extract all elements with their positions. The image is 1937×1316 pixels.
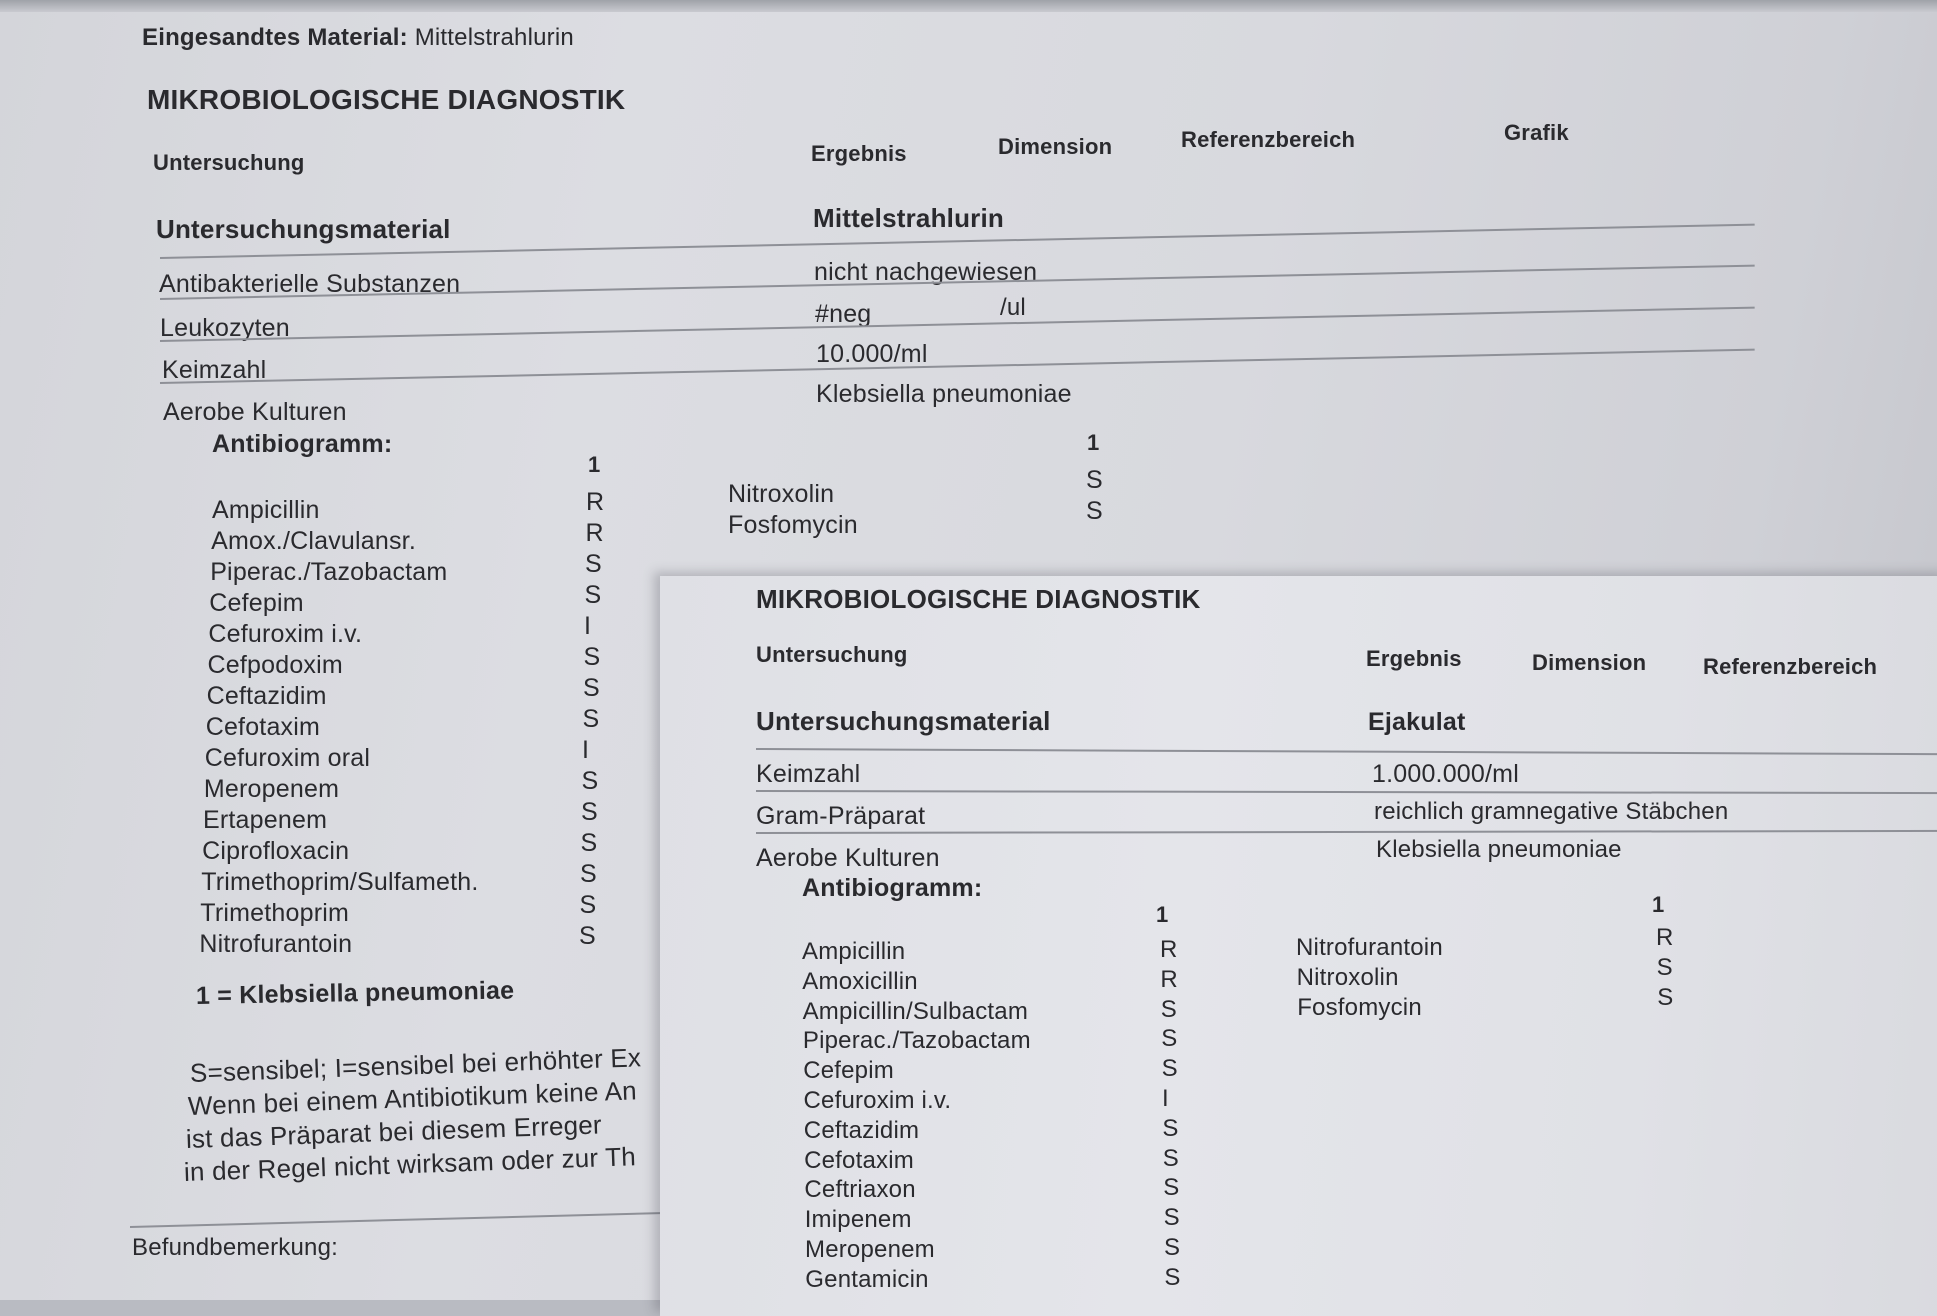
note-line: in der Regel nicht wirksam oder zur Th bbox=[183, 1141, 637, 1187]
susceptibility-result: S bbox=[1164, 1234, 1181, 1261]
isolate-col-right: 1 bbox=[1087, 430, 1100, 455]
antibiotic-name: Ceftriaxon bbox=[804, 1176, 916, 1204]
header-dimension: Dimension bbox=[998, 134, 1113, 159]
row-label-aerobe: Aerobe Kulturen bbox=[756, 844, 940, 872]
antibiotic-name: Meropenem bbox=[805, 1236, 935, 1263]
susceptibility-result: R bbox=[1160, 936, 1178, 963]
row-value-antibakteriell: nicht nachgewiesen bbox=[814, 258, 1038, 286]
susceptibility-result: S bbox=[1086, 497, 1103, 525]
antibiotic-name: Ampicillin bbox=[212, 496, 320, 524]
antibiotic-name: Imipenem bbox=[804, 1206, 912, 1234]
antibiogramm-label: Antibiogramm: bbox=[802, 874, 983, 902]
susceptibility-result: S bbox=[581, 767, 599, 795]
row-label-leukozyten: Leukozyten bbox=[160, 314, 290, 342]
row-divider bbox=[160, 349, 1755, 384]
row-label-gram: Gram-Präparat bbox=[756, 802, 926, 830]
section-title: MIKROBIOLOGISCHE DIAGNOSTIK bbox=[756, 584, 1201, 614]
susceptibility-result: S bbox=[582, 705, 600, 733]
antibiotic-name: Ceftazidim bbox=[206, 682, 327, 710]
susceptibility-result: R bbox=[585, 519, 604, 547]
antibiotic-name: Fosfomycin bbox=[1297, 994, 1422, 1021]
befund-label: Befundbemerkung: bbox=[132, 1234, 339, 1261]
susceptibility-result: S bbox=[581, 798, 598, 826]
row-label-material: Untersuchungsmaterial bbox=[156, 214, 451, 244]
susceptibility-result: S bbox=[1162, 1144, 1180, 1172]
row-unit-leukozyten: /ul bbox=[1000, 294, 1026, 321]
antibiotic-name: Trimethoprim/Sulfameth. bbox=[201, 868, 479, 896]
antibiotic-name: Nitrofurantoin bbox=[1296, 934, 1443, 961]
susceptibility-result: S bbox=[579, 922, 596, 950]
row-label-keimzahl: Keimzahl bbox=[162, 356, 267, 384]
susceptibility-result: S bbox=[584, 581, 602, 609]
antibiotic-name: Cefepim bbox=[209, 589, 304, 617]
header-untersuchung: Untersuchung bbox=[153, 150, 305, 175]
susceptibility-result: S bbox=[1086, 466, 1103, 494]
susceptibility-result: S bbox=[580, 829, 598, 857]
antibiotic-name: Cefpodoxim bbox=[207, 651, 343, 679]
susceptibility-result: S bbox=[1160, 995, 1178, 1023]
section-title: MIKROBIOLOGISCHE DIAGNOSTIK bbox=[147, 84, 626, 115]
row-value-material: Mittelstrahlurin bbox=[813, 203, 1004, 233]
antibiotic-name: Fosfomycin bbox=[728, 511, 858, 539]
material-value: Mittelstrahlurin bbox=[414, 24, 574, 51]
susceptibility-result: S bbox=[1163, 1204, 1180, 1232]
note-line: ist das Präparat bei diesem Erreger bbox=[185, 1109, 603, 1154]
antibiotic-name: Ampicillin bbox=[802, 938, 906, 965]
susceptibility-result: S bbox=[579, 891, 597, 919]
report-ejaculate bbox=[660, 576, 1937, 1316]
susceptibility-result: R bbox=[586, 488, 605, 516]
susceptibility-result: I bbox=[582, 736, 590, 764]
row-divider bbox=[160, 307, 1755, 342]
note-line: Wenn bei einem Antibiotikum keine An bbox=[187, 1075, 638, 1121]
antibiotic-name: Piperac./Tazobactam bbox=[802, 1027, 1031, 1055]
row-label-material: Untersuchungsmaterial bbox=[756, 706, 1051, 736]
material-label: Eingesandtes Material: bbox=[142, 24, 408, 51]
antibiotic-name: Ceftazidim bbox=[803, 1116, 920, 1144]
susceptibility-result: S bbox=[580, 860, 597, 888]
antibiotic-name: Trimethoprim bbox=[200, 899, 350, 927]
antibiotic-name: Cefepim bbox=[803, 1057, 894, 1085]
antibiotic-name: Cefuroxim i.v. bbox=[803, 1087, 952, 1114]
antibiotic-name: Cefuroxim oral bbox=[204, 744, 371, 772]
antibiotic-name: Piperac./Tazobactam bbox=[210, 558, 448, 586]
isolate-col-right: 1 bbox=[1652, 892, 1665, 917]
row-divider bbox=[756, 830, 1937, 834]
antibiotic-name: Amox./Clavulansr. bbox=[211, 527, 416, 555]
row-value-keimzahl: 1.000.000/ml bbox=[1372, 760, 1519, 788]
antibiotic-name: Amoxicillin bbox=[802, 967, 918, 995]
antibiotic-name: Cefotaxim bbox=[804, 1146, 914, 1174]
antibiotic-name: Nitrofurantoin bbox=[199, 930, 353, 958]
susceptibility-result: S bbox=[1657, 984, 1674, 1011]
header-ergebnis: Ergebnis bbox=[1366, 646, 1462, 671]
antibiotic-name: Gentamicin bbox=[805, 1265, 929, 1293]
antibiotic-name: Nitroxolin bbox=[728, 480, 835, 508]
row-divider bbox=[756, 748, 1937, 755]
susceptibility-result: S bbox=[1161, 1055, 1178, 1083]
note-line: S=sensibel; I=sensibel bei erhöhter Ex bbox=[189, 1042, 642, 1088]
row-label-keimzahl: Keimzahl bbox=[756, 760, 861, 788]
header-referenzbereich: Referenzbereich bbox=[1703, 654, 1878, 679]
header-ergebnis: Ergebnis bbox=[811, 141, 907, 166]
row-value-leukozyten: #neg bbox=[815, 300, 872, 328]
row-divider bbox=[756, 790, 1937, 794]
susceptibility-result: S bbox=[1656, 954, 1673, 981]
antibiotic-name: Cefotaxim bbox=[205, 713, 321, 741]
header-referenzbereich: Referenzbereich bbox=[1181, 127, 1356, 152]
susceptibility-result: S bbox=[1161, 1025, 1178, 1053]
row-value-material: Ejakulat bbox=[1368, 708, 1466, 736]
row-value-keimzahl: 10.000/ml bbox=[816, 340, 928, 368]
susceptibility-result: S bbox=[583, 643, 601, 671]
header-untersuchung: Untersuchung bbox=[756, 642, 908, 667]
header-dimension: Dimension bbox=[1532, 650, 1647, 675]
antibiotic-name: Meropenem bbox=[203, 775, 340, 803]
susceptibility-result: I bbox=[1162, 1085, 1169, 1112]
isolate-col-left: 1 bbox=[1156, 902, 1169, 927]
row-value-aerobe: Klebsiella pneumoniae bbox=[1376, 836, 1622, 863]
antibiotic-name: Nitroxolin bbox=[1296, 964, 1399, 991]
susceptibility-result: S bbox=[1162, 1114, 1179, 1142]
row-label-antibakteriell: Antibakterielle Substanzen bbox=[159, 270, 461, 298]
susceptibility-result: I bbox=[584, 612, 592, 640]
antibiotic-name: Ampicillin/Sulbactam bbox=[802, 997, 1029, 1025]
divider bbox=[130, 1212, 670, 1228]
row-value-aerobe: Klebsiella pneumoniae bbox=[816, 380, 1072, 408]
susceptibility-result: S bbox=[1164, 1263, 1181, 1291]
isolate-col-left: 1 bbox=[588, 452, 601, 477]
susceptibility-result: S bbox=[583, 674, 600, 702]
antibiogramm-label: Antibiogramm: bbox=[212, 430, 393, 458]
antibiotic-name: Ertapenem bbox=[203, 806, 328, 834]
antibiotic-name: Ciprofloxacin bbox=[202, 837, 350, 865]
susceptibility-result: S bbox=[1163, 1174, 1180, 1202]
material-line bbox=[142, 24, 574, 52]
header-grafik: Grafik bbox=[1504, 120, 1569, 145]
row-value-gram: reichlich gramnegative Stäbchen bbox=[1374, 798, 1729, 825]
susceptibility-result: R bbox=[1160, 965, 1178, 993]
antibiotic-name: Cefuroxim i.v. bbox=[208, 620, 363, 648]
row-label-aerobe: Aerobe Kulturen bbox=[163, 398, 347, 426]
susceptibility-result: R bbox=[1656, 924, 1674, 951]
susceptibility-result: S bbox=[585, 550, 602, 578]
legend: 1 = Klebsiella pneumoniae bbox=[195, 976, 515, 1010]
